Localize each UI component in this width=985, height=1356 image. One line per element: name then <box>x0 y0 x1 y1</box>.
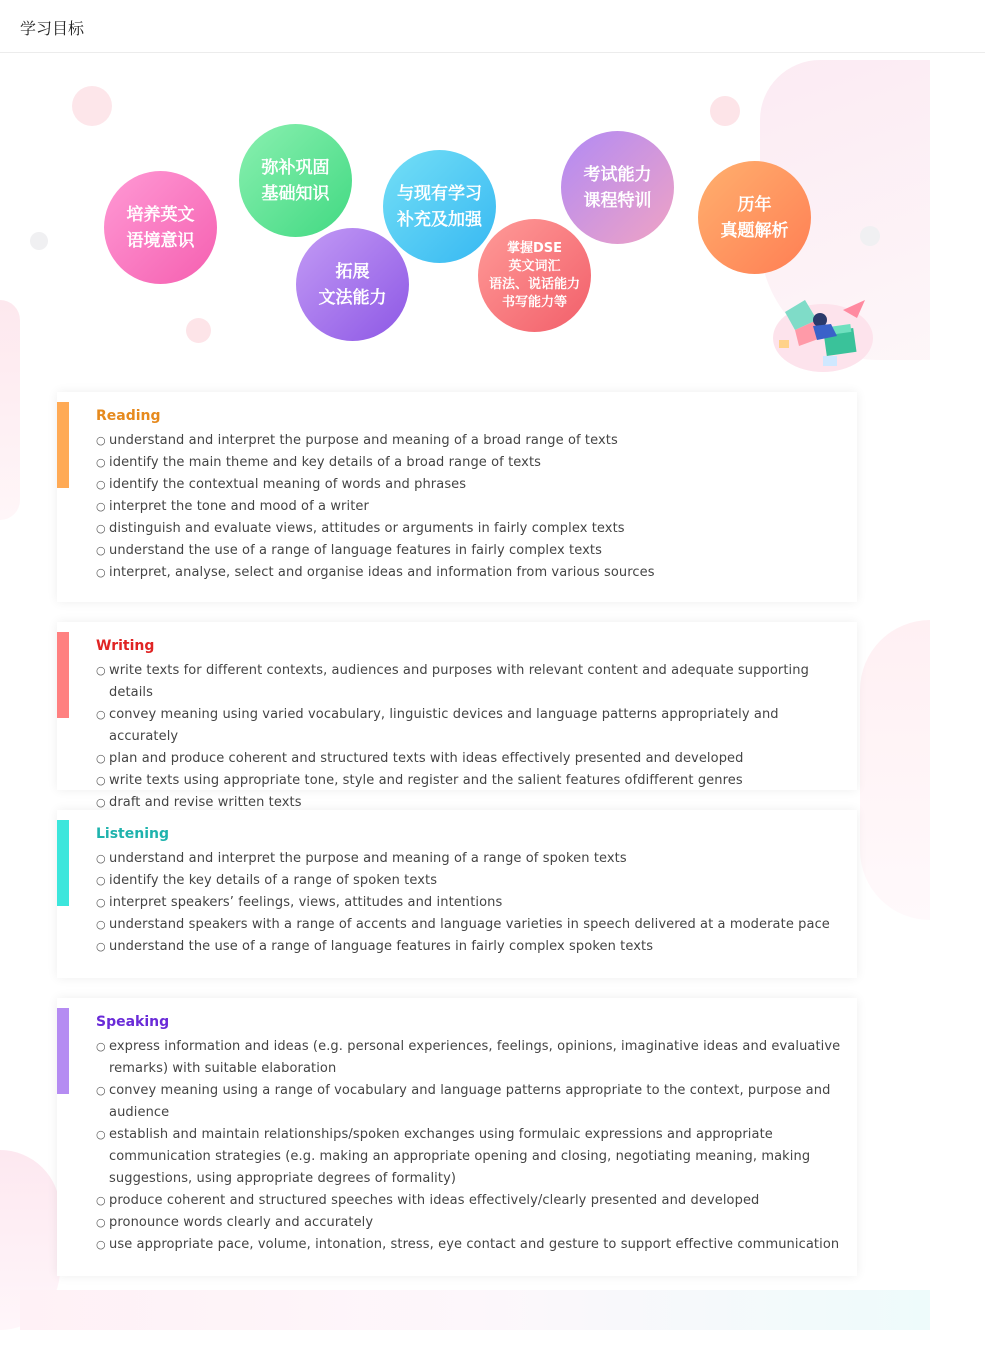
bubble-goal <box>561 131 674 244</box>
section-accent-bar <box>57 820 69 906</box>
list-item: ○ interpret the tone and mood of a writer <box>96 496 841 518</box>
bubble-line: 弥补巩固 <box>261 157 330 178</box>
page-header <box>0 0 985 53</box>
bubble-line: 拓展 <box>335 261 370 282</box>
section-card-listening <box>57 810 857 978</box>
bubble-line: 英文词汇 <box>508 258 561 274</box>
section-accent-bar <box>57 632 69 718</box>
bubble-line: 历年 <box>737 194 772 215</box>
bubble-goal <box>104 171 217 284</box>
page-title: 学习目标 <box>20 19 85 38</box>
list-item: ○ interpret, analyse, select and organise ideas and information from various sources <box>96 562 841 584</box>
decor-blob <box>0 300 20 520</box>
section-list <box>96 848 841 958</box>
decor-dot <box>860 226 880 246</box>
bubble-line: 补充及加强 <box>397 209 482 230</box>
list-item: ○ identify the contextual meaning of words and phrases <box>96 474 841 496</box>
section-list <box>96 1036 841 1256</box>
section-accent-bar <box>57 1008 69 1094</box>
list-item: ○ understand speakers with a range of accents and language varieties in speech delivered at a moderate pace <box>96 914 841 936</box>
bubble-line: 书写能力等 <box>501 294 567 310</box>
list-item: ○ write texts using appropriate tone, style and register and the salient features ofdifferent genres <box>96 770 841 792</box>
section-card-reading <box>57 392 857 602</box>
bubble-line: 考试能力 <box>583 164 652 185</box>
decor-dot <box>72 86 112 126</box>
bubble-line: 与现有学习 <box>397 183 482 204</box>
list-item: ○ pronounce words clearly and accurately <box>96 1212 841 1234</box>
list-item: ○ distinguish and evaluate views, attitudes or arguments in fairly complex texts <box>96 518 841 540</box>
section-list <box>96 660 841 814</box>
bubble-line: 真题解析 <box>720 220 789 241</box>
list-item: ○ interpret speakers’ feelings, views, attitudes and intentions <box>96 892 841 914</box>
list-item: ○ identify the main theme and key details of a broad range of texts <box>96 452 841 474</box>
decor-dot <box>186 318 211 343</box>
bubble-line: 基础知识 <box>261 183 330 204</box>
list-item: ○ express information and ideas (e.g. personal experiences, feelings, opinions, imaginative ideas and evaluative remarks) with suitable elaboration <box>96 1036 841 1080</box>
list-item: ○ convey meaning using varied vocabulary, linguistic devices and language patterns appropriately and accurately <box>96 704 841 748</box>
decor-blob <box>20 1290 930 1330</box>
section-accent-bar <box>57 402 69 488</box>
list-item: ○ identify the key details of a range of spoken texts <box>96 870 841 892</box>
list-item: ○ use appropriate pace, volume, intonation, stress, eye contact and gesture to support effective communication <box>96 1234 841 1256</box>
list-item: ○ establish and maintain relationships/spoken exchanges using formulaic expressions and appropriate communication strategies (e.g. making an appropriate opening and closing, negotiating meaning, making suggestions, using appropriate degrees of formality) <box>96 1124 841 1190</box>
bubble-goal <box>698 161 811 274</box>
section-title: Listening <box>96 826 169 842</box>
list-item: ○ understand the use of a range of language features in fairly complex texts <box>96 540 841 562</box>
list-item: ○ understand and interpret the purpose and meaning of a range of spoken texts <box>96 848 841 870</box>
bubble-line: 培养英文 <box>126 204 195 225</box>
list-item: ○ write texts for different contexts, audiences and purposes with relevant content and adequate supporting details <box>96 660 841 704</box>
list-item: ○ understand and interpret the purpose and meaning of a broad range of texts <box>96 430 841 452</box>
bubble-goal <box>239 124 352 237</box>
list-item: ○ convey meaning using a range of vocabulary and language patterns appropriate to the context, purpose and audience <box>96 1080 841 1124</box>
bubble-line: 语境意识 <box>126 230 195 251</box>
list-item: ○ draft and revise written texts <box>96 792 841 814</box>
bubble-line: 课程特训 <box>583 190 652 211</box>
decor-dot <box>710 96 740 126</box>
section-card-writing <box>57 622 857 810</box>
list-item: ○ understand the use of a range of language features in fairly complex spoken texts <box>96 936 841 958</box>
list-item: ○ produce coherent and structured speeches with ideas effectively/clearly presented and developed <box>96 1190 841 1212</box>
bubble-line: 文法能力 <box>318 287 387 308</box>
bubble-goal <box>478 219 591 332</box>
bubble-goal <box>383 150 496 263</box>
section-title: Reading <box>96 408 161 424</box>
section-title: Writing <box>96 638 155 654</box>
decor-dot <box>30 232 48 250</box>
section-list <box>96 430 841 584</box>
student-reading-illustration <box>765 290 875 375</box>
list-item: ○ plan and produce coherent and structured texts with ideas effectively presented and developed <box>96 748 841 770</box>
section-title: Speaking <box>96 1014 170 1030</box>
decor-blob <box>860 620 930 920</box>
bubble-goal <box>296 228 409 341</box>
bubble-line: 语法、说话能力 <box>488 276 580 292</box>
section-card-speaking <box>57 998 857 1276</box>
bubble-line: 掌握DSE <box>506 240 563 256</box>
